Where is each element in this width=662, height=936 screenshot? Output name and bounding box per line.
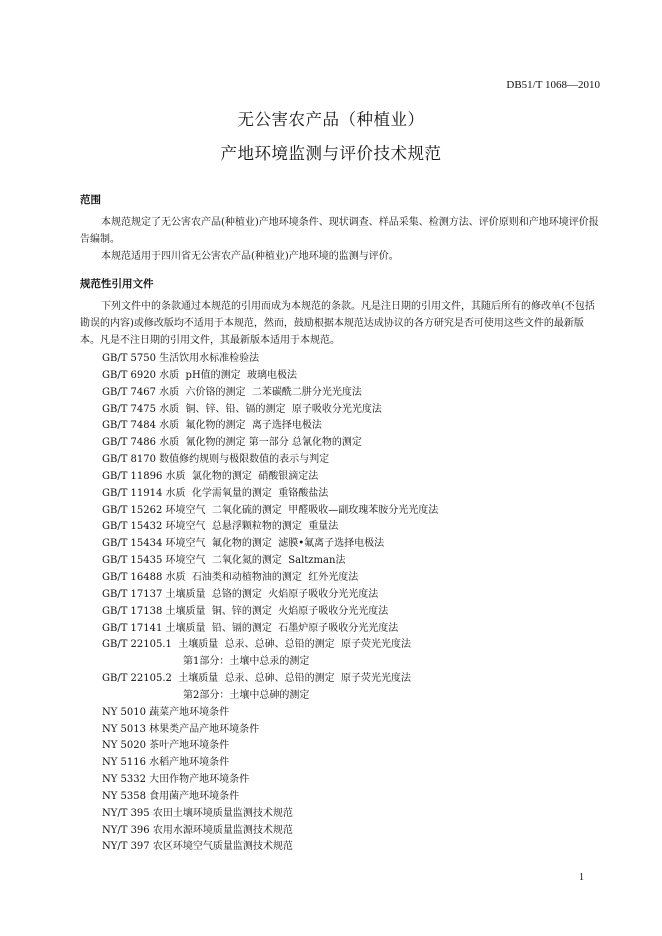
reference-list — [102, 351, 438, 856]
reference-item: GB/T 11914 水质 化学需氧量的测定 重铬酸盐法 — [102, 487, 329, 499]
reference-item: GB/T 15262 环境空气 二氧化硫的测定 甲醛吸收—副玫瑰苯胺分光光度法 — [102, 504, 439, 516]
reference-item: NY 5010 蔬菜产地环境条件 — [102, 706, 230, 718]
reference-item: GB/T 15435 环境空气 二氧化氮的测定 Saltzman法 — [102, 555, 346, 567]
reference-item: NY/T 397 农区环境空气质量监测技术规范 — [102, 841, 293, 853]
reference-item: NY 5116 水稻产地环境条件 — [102, 757, 230, 769]
reference-item: NY/T 395 农田土壤环境质量监测技术规范 — [102, 807, 293, 819]
reference-item: NY 5013 林果类产品产地环境条件 — [102, 723, 260, 735]
reference-item: NY 5358 食用菌产地环境条件 — [102, 790, 240, 802]
page-number: 1 — [579, 872, 584, 883]
section-heading-normative-references: 规范性引用文件 — [80, 278, 154, 290]
reference-item: GB/T 7486 水质 氰化物的测定 第一部分 总氰化物的测定 — [102, 437, 362, 449]
reference-item: GB/T 7484 水质 氟化物的测定 离子选择电极法 — [102, 420, 322, 432]
reference-item: GB/T 8170 数值修约规则与极限数值的表示与判定 — [102, 454, 330, 466]
reference-item: GB/T 22105.1 土壤质量 总汞、总砷、总铅的测定 原子荧光光度法 — [102, 639, 411, 651]
reference-item: GB/T 17138 土壤质量 铜、锌的测定 火焰原子吸收分光光度法 — [102, 605, 389, 617]
reference-item: GB/T 15434 环境空气 氟化物的测定 滤膜•氟离子选择电极法 — [102, 538, 385, 550]
reference-item: NY 5020 茶叶产地环境条件 — [102, 740, 230, 752]
reference-item: GB/T 7467 水质 六价铬的测定 二苯碳酰二肼分光光度法 — [102, 386, 362, 398]
reference-item: NY 5332 大田作物产地环境条件 — [102, 774, 250, 786]
document-title-line1: 无公害农产品（种植业） — [237, 110, 425, 129]
scope-paragraph-1: 本规范规定了无公害农产品(种植业)产地环境条件、现状调查、样品采集、检测方法、评价原则和产地环境评价报告编制。 — [80, 217, 599, 245]
reference-item: GB/T 17141 土壤质量 铅、镉的测定 石墨炉原子吸收分光光度法 — [102, 622, 399, 634]
reference-item: GB/T 16488 水质 石油类和动植物油的测定 红外光度法 — [102, 571, 359, 583]
reference-item: GB/T 5750 生活饮用水标准检验法 — [102, 353, 260, 364]
reference-item: GB/T 7475 水质 铜、锌、铅、镉的测定 原子吸收分光光度法 — [102, 403, 382, 415]
reference-item: GB/T 11896 水质 氯化物的测定 硝酸银滴定法 — [102, 470, 319, 482]
references-intro-paragraph: 下列文件中的条款通过本规范的引用而成为本规范的条款。凡是注日期的引用文件，其随后所有的修改单(不包括勘误的内容)或修改版均不适用于本规范，然而，鼓励根据本规范达成协议的各方研究是否可使用这些文件的最新版本。凡是不注日期的引用文件，其最新版本适用于本规范。 — [80, 301, 595, 346]
reference-item-continuation: 第2部分：土壤中总砷的测定 — [183, 689, 310, 701]
scope-paragraph-2: 本规范适用于四川省无公害农产品(种植业)产地环境的监测与评价。 — [101, 251, 399, 262]
section-heading-scope: 范围 — [80, 194, 101, 206]
document-title-line2: 产地环境监测与评价技术规范 — [220, 144, 442, 163]
standard-number: DB51/T 1068—2010 — [506, 79, 600, 91]
reference-item: GB/T 15432 环境空气 总悬浮颗粒物的测定 重量法 — [102, 521, 339, 533]
reference-item: GB/T 22105.2 土壤质量 总汞、总砷、总铅的测定 原子荧光光度法 — [102, 673, 411, 685]
reference-item: GB/T 17137 土壤质量 总铬的测定 火焰原子吸收分光光度法 — [102, 588, 379, 600]
reference-item-continuation: 第1部分：土壤中总汞的测定 — [183, 656, 310, 668]
reference-item: NY/T 396 农用水源环境质量监测技术规范 — [102, 824, 293, 836]
reference-item: GB/T 6920 水质 pH值的测定 玻璃电极法 — [102, 369, 298, 381]
